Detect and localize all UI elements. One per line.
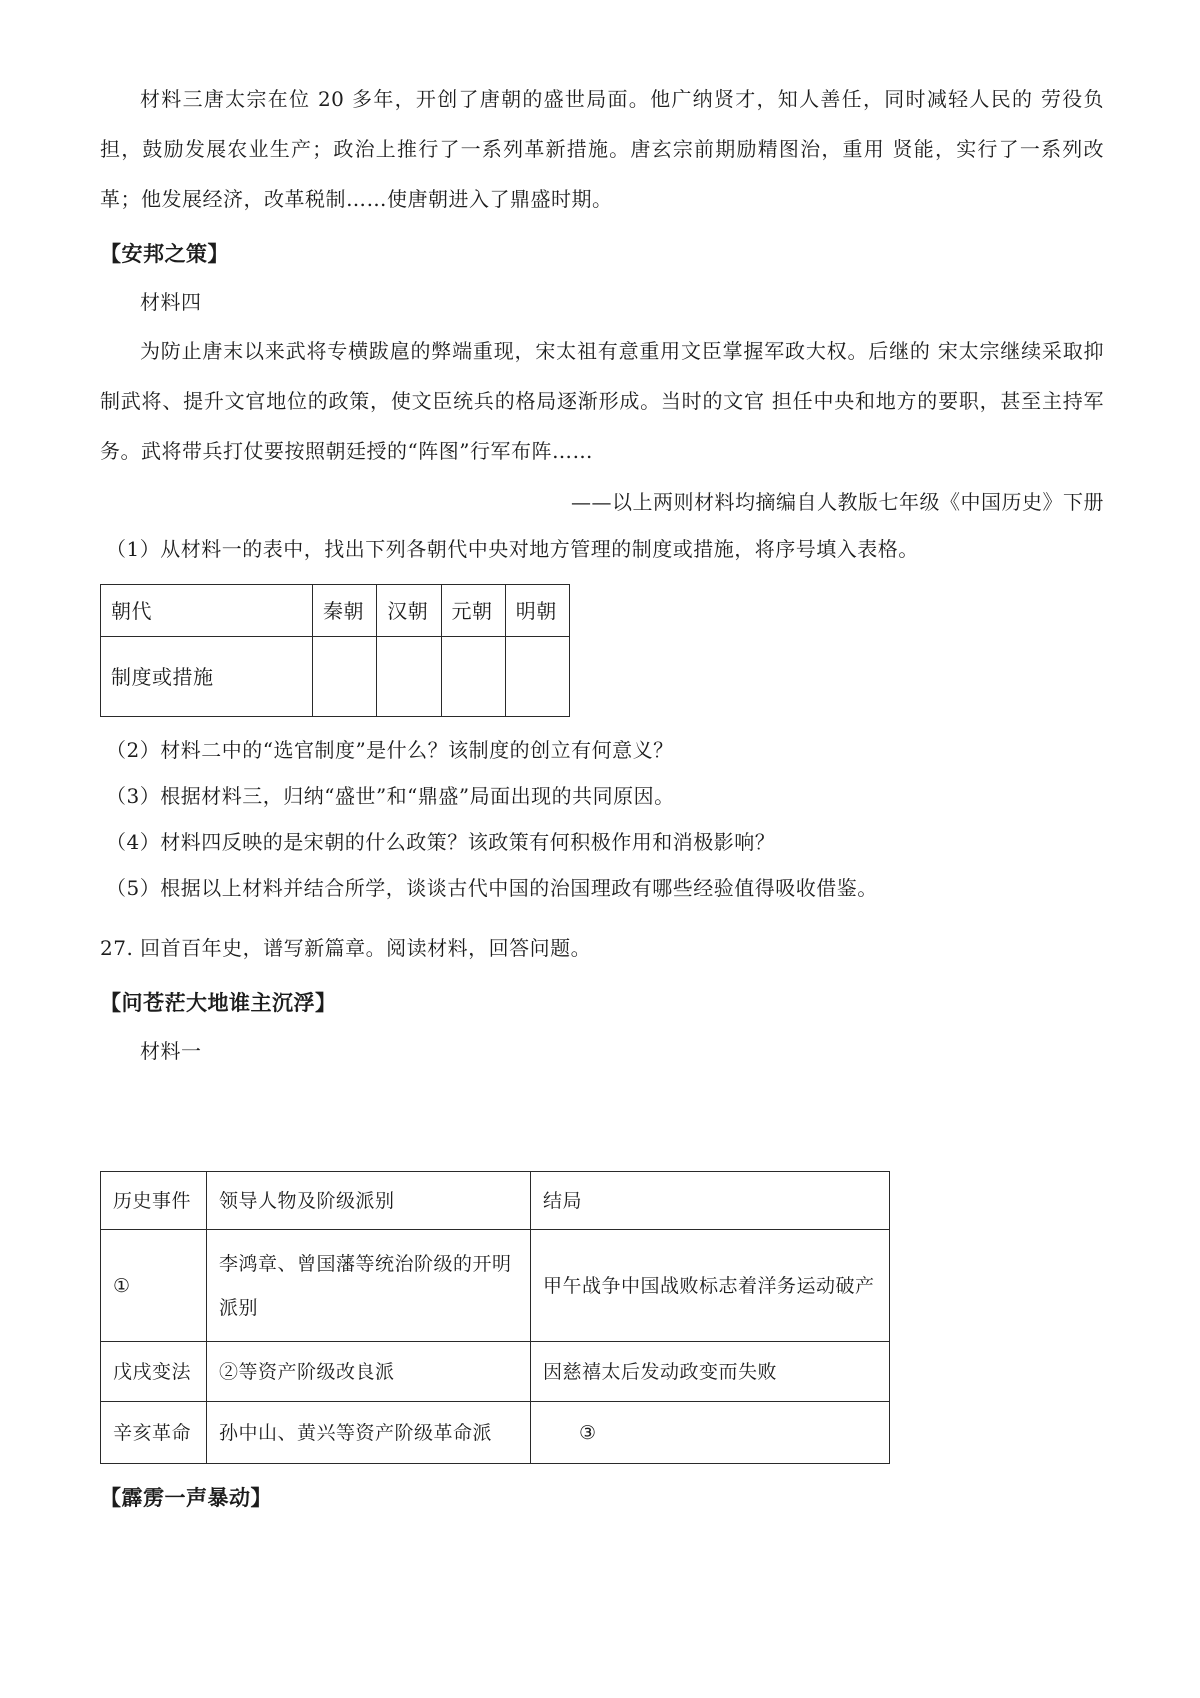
history-events-cell: ②等资产阶级改良派	[207, 1342, 531, 1402]
question-5: （5）根据以上材料并结合所学，谈谈古代中国的治国理政有哪些经验值得吸收借鉴。	[106, 876, 878, 900]
history-events-cell: ①	[101, 1230, 207, 1342]
history-events-cell: 辛亥革命	[101, 1402, 207, 1464]
material-3-paragraph: 材料三唐太宗在位 20 多年，开创了唐朝的盛世局面。他广纳贤才，知人善任，同时减轻人民的 劳役负担，鼓励发展农业生产；政治上推行了一系列革新措施。唐玄宗前期励精图治，重用 贤能，实行了一系列改革；他发展经济，改革税制……使唐朝进入了鼎盛时期。	[100, 87, 1104, 211]
question-2: （2）材料二中的“选官制度”是什么？该制度的创立有何意义？	[106, 738, 674, 762]
dynasty-table-cell	[313, 637, 377, 717]
history-events-header-cell: 历史事件	[101, 1172, 207, 1230]
history-events-header-row	[101, 1172, 890, 1230]
history-events-header-cell: 结局	[531, 1172, 890, 1230]
history-events-cell: 甲午战争中国战败标志着洋务运动破产	[531, 1230, 890, 1342]
dynasty-table-header-cell: 秦朝	[313, 585, 377, 637]
dynasty-table-cell	[505, 637, 569, 717]
material-1-label: 材料一	[140, 1039, 202, 1063]
history-events-table	[100, 1171, 890, 1464]
history-events-cell: ③	[531, 1402, 890, 1464]
dynasty-table-header-row	[101, 585, 570, 637]
dynasty-table-header-cell: 汉朝	[377, 585, 441, 637]
dynasty-table-header-cell: 朝代	[101, 585, 313, 637]
dynasty-table-header-cell: 元朝	[441, 585, 505, 637]
section-heading-anbang: 【安邦之策】	[100, 241, 229, 266]
history-events-cell: 戊戌变法	[101, 1342, 207, 1402]
dynasty-table-header-cell: 明朝	[505, 585, 569, 637]
dynasty-table-cell	[441, 637, 505, 717]
history-events-header-cell: 领导人物及阶级派别	[207, 1172, 531, 1230]
dynasty-table	[100, 584, 570, 717]
question-4: （4）材料四反映的是宋朝的什么政策？该政策有何积极作用和消极影响？	[106, 830, 776, 854]
history-events-cell: 孙中山、黄兴等资产阶级革命派	[207, 1402, 531, 1464]
history-events-cell: 因慈禧太后发动政变而失败	[531, 1342, 890, 1402]
material-4-label: 材料四	[140, 290, 202, 314]
source-attribution: ——以上两则材料均摘编自人教版七年级《中国历史》下册	[571, 490, 1104, 514]
history-events-row	[101, 1402, 890, 1464]
material-4-paragraph: 为防止唐末以来武将专横跋扈的弊端重现，宋太祖有意重用文臣掌握军政大权。后继的 宋太宗继续采取抑制武将、提升文官地位的政策，使文臣统兵的格局逐渐形成。当时的文官 担任中央和地方的要职，甚至主持军务。武将带兵打仗要按照朝廷授的“阵图”行军布阵……	[100, 339, 1104, 463]
question-1: （1）从材料一的表中，找出下列各朝代中央对地方管理的制度或措施，将序号填入表格。	[106, 537, 919, 561]
history-events-row	[101, 1230, 890, 1342]
dynasty-table-cell: 制度或措施	[101, 637, 313, 717]
question-27-stem: 27. 回首百年史，谱写新篇章。阅读材料，回答问题。	[100, 936, 592, 960]
question-3: （3）根据材料三，归纳“盛世”和“鼎盛”局面出现的共同原因。	[106, 784, 675, 808]
section-heading-pili: 【霹雳一声暴动】	[100, 1485, 272, 1510]
dynasty-table-row	[101, 637, 570, 717]
section-heading-wencangmang: 【问苍茫大地谁主沉浮】	[100, 990, 337, 1015]
history-events-cell: 李鸿章、曾国藩等统治阶级的开明派别	[207, 1230, 531, 1342]
history-events-row	[101, 1342, 890, 1402]
dynasty-table-cell	[377, 637, 441, 717]
